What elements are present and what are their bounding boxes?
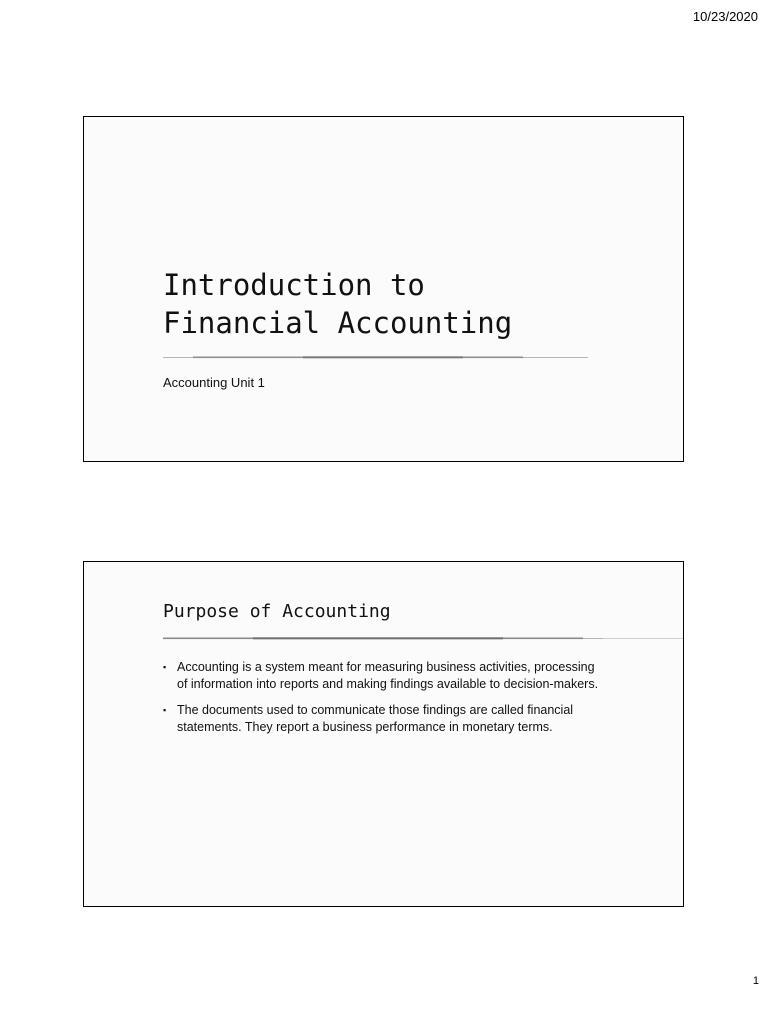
slide-title-line-2: Financial Accounting (163, 306, 513, 340)
page-number: 1 (752, 975, 759, 987)
slide-title-line-1: Introduction to (163, 268, 425, 302)
list-item (163, 702, 603, 736)
document-date: 10/23/2020 (692, 9, 758, 24)
heading-underline-rule (163, 637, 683, 640)
bullet-text: The documents used to communicate those findings are called financial statements. They report a business performance in monetary terms. (177, 703, 574, 734)
title-underline-rule (163, 356, 588, 359)
slide-subtitle: Accounting Unit 1 (163, 375, 265, 390)
slide-title (163, 266, 512, 342)
list-item (163, 659, 603, 693)
bullet-list (163, 659, 603, 745)
square-bullet-icon: ▪ (163, 705, 167, 715)
bullet-text: Accounting is a system meant for measuring business activities, processing of information into reports and making findings available to decision-makers. (177, 660, 599, 691)
slide-purpose (83, 561, 684, 907)
square-bullet-icon: ▪ (163, 662, 167, 672)
section-heading: Purpose of Accounting (163, 601, 391, 622)
slide-title-page (83, 116, 684, 462)
